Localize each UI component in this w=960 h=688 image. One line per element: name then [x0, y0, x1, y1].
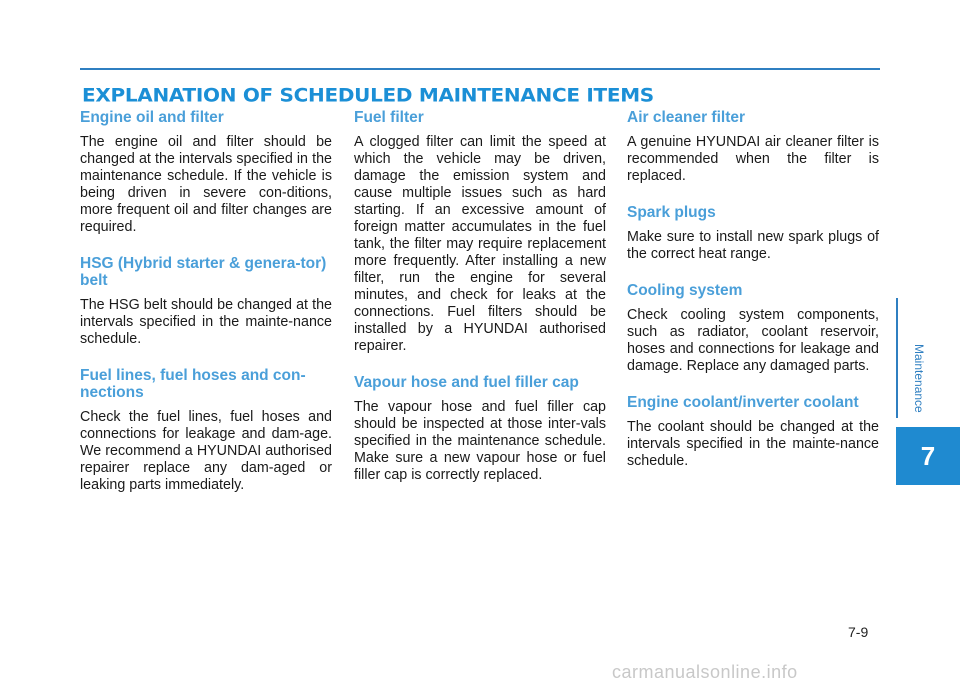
- chapter-tab: 7: [896, 427, 960, 485]
- section-title: Engine coolant/inverter coolant: [627, 394, 859, 411]
- section-body: The vapour hose and fuel filler cap should be inspected at those inter-vals specified in the maintenance schedule. Make sure a new vapour hose or fuel filler cap is correctly replaced.: [354, 399, 606, 483]
- section-body: The HSG belt should be changed at the intervals specified in the mainte-nance schedule.: [80, 297, 332, 347]
- section-body: A genuine HYUNDAI air cleaner filter is recommended when the filter is replaced.: [627, 134, 879, 184]
- chapter-side-rule: [896, 298, 898, 418]
- section-title: Vapour hose and fuel filler cap: [354, 374, 579, 391]
- section-body: Check cooling system components, such as radiator, coolant reservoir, hoses and connections for leakage and damage. Replace any damaged parts.: [627, 307, 879, 374]
- section-body: The coolant should be changed at the intervals specified in the mainte-nance schedule.: [627, 419, 879, 469]
- section-fuel-filter: [354, 109, 606, 355]
- section-engine-oil: [80, 109, 332, 236]
- section-title: Spark plugs: [627, 204, 716, 221]
- section-hsg-belt: [80, 255, 332, 348]
- section-title: Cooling system: [627, 282, 743, 299]
- section-air-cleaner: [627, 109, 879, 185]
- chapter-label: Maintenance: [912, 344, 926, 413]
- section-vapour-hose: [354, 374, 606, 484]
- section-body: Make sure to install new spark plugs of the correct heat range.: [627, 229, 879, 262]
- section-title: Fuel lines, fuel hoses and con-nections: [80, 367, 306, 401]
- section-cooling-system: [627, 282, 879, 375]
- section-title: Fuel filter: [354, 109, 424, 126]
- section-body: Check the fuel lines, fuel hoses and connections for leakage and dam-age. We recommend a HYUNDAI authorised repairer replace any dam-aged or leaking parts immediately.: [80, 409, 332, 493]
- page-number: 7-9: [848, 624, 869, 640]
- section-title: Engine oil and filter: [80, 109, 224, 126]
- page-title: EXPLANATION OF SCHEDULED MAINTENANCE ITEMS: [82, 84, 654, 107]
- section-engine-coolant: [627, 394, 879, 470]
- column-3: [627, 109, 879, 489]
- section-title: HSG (Hybrid starter & genera-tor) belt: [80, 255, 327, 289]
- watermark: carmanualsonline.info: [612, 662, 798, 682]
- section-body: A clogged filter can limit the speed at which the vehicle may be driven, damage the emission system and cause multiple issues such as hard starting. If an excessive amount of foreign matter accumulates in the fuel tank, the filter may require replacement more frequently. After installing a new filter, run the engine for several minutes, and check for leaks at the connections. Fuel filters should be installed by a HYUNDAI authorised repairer.: [354, 134, 606, 354]
- section-title: Air cleaner filter: [627, 109, 746, 126]
- column-1: [80, 109, 332, 513]
- top-rule: [80, 68, 880, 70]
- section-body: The engine oil and filter should be changed at the intervals specified in the maintenance schedule. If the vehicle is being driven in severe con-ditions, more frequent oil and filter changes are required.: [80, 134, 332, 235]
- column-2: [354, 109, 606, 503]
- section-spark-plugs: [627, 204, 879, 263]
- section-fuel-lines: [80, 367, 332, 494]
